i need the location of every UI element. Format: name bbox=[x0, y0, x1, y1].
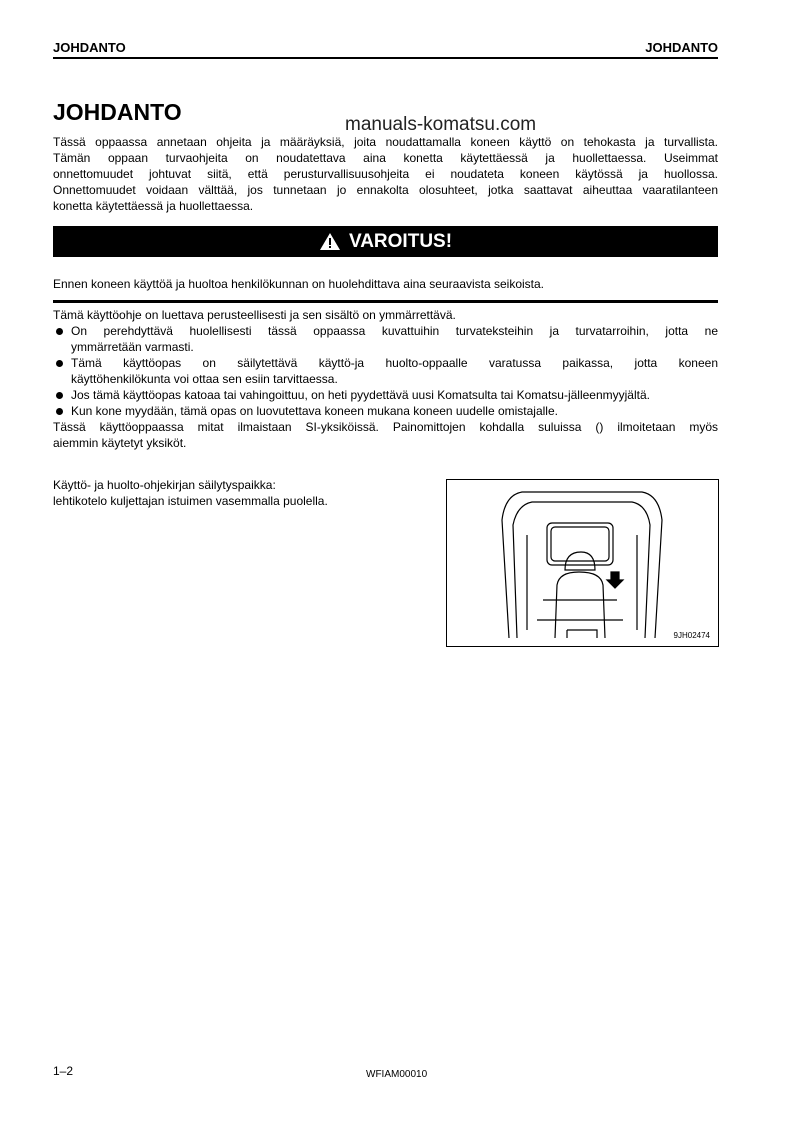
warning-text: Ennen koneen käyttöä ja huoltoa henkilökunnan on huolehdittava aina seuraavista seikoista. bbox=[53, 277, 545, 291]
units-line: Tässä käyttöoppaassa mitat ilmaistaan SI-yksiköissä. Painomittojen kohdalla suluissa () ilmoitetaan myös bbox=[53, 420, 718, 434]
intro-line: konetta käytettäessä ja huollettaessa. bbox=[53, 199, 254, 213]
storage-label: Käyttö- ja huolto-ohjekirjan säilytyspaikka: bbox=[53, 478, 276, 492]
page-number: 1–2 bbox=[53, 1064, 74, 1078]
bullet-item bbox=[53, 387, 718, 403]
cab-illustration bbox=[446, 479, 719, 647]
units-line: aiemmin käytetyt yksiköt. bbox=[53, 436, 187, 450]
operator-cab-drawing bbox=[447, 480, 718, 646]
warning-label: VAROITUS! bbox=[348, 230, 453, 252]
watermark: manuals-komatsu.com bbox=[345, 114, 537, 135]
bullet-line: ymmärretään varmasti. bbox=[71, 340, 194, 354]
bullet-item bbox=[53, 403, 718, 419]
bullet-line: Kun kone myydään, tämä opas on luovutettava koneen mukana koneen uudelle omistajalle. bbox=[71, 404, 558, 418]
bullet-icon bbox=[56, 360, 63, 367]
intro-paragraph bbox=[53, 134, 718, 214]
bullet-line: On perehdyttävä huolellisesti tässä oppaassa kuvattuihin turvateksteihin ja turvatarroihin, jotta ne bbox=[71, 324, 718, 338]
bullet-icon bbox=[56, 392, 63, 399]
document-code: WFIAM00010 bbox=[366, 1069, 428, 1080]
bullet-icon bbox=[56, 328, 63, 335]
figure-code: 9JH02474 bbox=[673, 631, 710, 640]
intro-line: Tässä oppaassa annetaan ohjeita ja määräyksiä, joita noudattamalla koneen käyttö on tehokasta ja turvallista. bbox=[53, 135, 718, 149]
header-left: JOHDANTO bbox=[53, 40, 126, 55]
bullet-item bbox=[53, 355, 718, 387]
lead-line: Tämä käyttöohje on luettava perusteellisesti ja sen sisältö on ymmärrettävä. bbox=[53, 308, 456, 322]
bullet-icon bbox=[56, 408, 63, 415]
warning-triangle-icon bbox=[319, 232, 341, 251]
bullet-line: Jos tämä käyttöopas katoaa tai vahingoittuu, on heti pyydettävä uusi Komatsulta tai Komatsu-jälleenmyyjältä. bbox=[71, 388, 650, 402]
bullet-item bbox=[53, 323, 718, 355]
intro-line: Tämän oppaan turvaohjeita on noudatettava aina konetta käytettäessä ja huollettaessa. Useimmat bbox=[53, 151, 718, 165]
bullet-line: käyttöhenkilökunta voi ottaa sen esiin tarvittaessa. bbox=[71, 372, 338, 386]
intro-line: Onnettomuudet voidaan välttää, jos tunnetaan jo ennakolta olosuhteet, jotka saattavat aiheuttaa vaaratilanteen bbox=[53, 183, 718, 197]
warning-rule bbox=[53, 300, 718, 303]
intro-line: onnettomuudet johtuvat siitä, että perusturvallisuusohjeita ei noudateta koneen käytössä ja huollossa. bbox=[53, 167, 718, 181]
page-title: JOHDANTO bbox=[53, 99, 182, 125]
header-rule bbox=[53, 57, 718, 59]
storage-info bbox=[53, 477, 413, 509]
warning-body bbox=[53, 307, 718, 451]
warning-banner bbox=[53, 226, 718, 257]
bullet-line: Tämä käyttöopas on säilytettävä käyttö-ja huolto-oppaalle varatussa paikassa, jotta koneen bbox=[71, 356, 718, 370]
header-right: JOHDANTO bbox=[645, 40, 718, 55]
storage-location: lehtikotelo kuljettajan istuimen vasemmalla puolella. bbox=[53, 494, 328, 508]
